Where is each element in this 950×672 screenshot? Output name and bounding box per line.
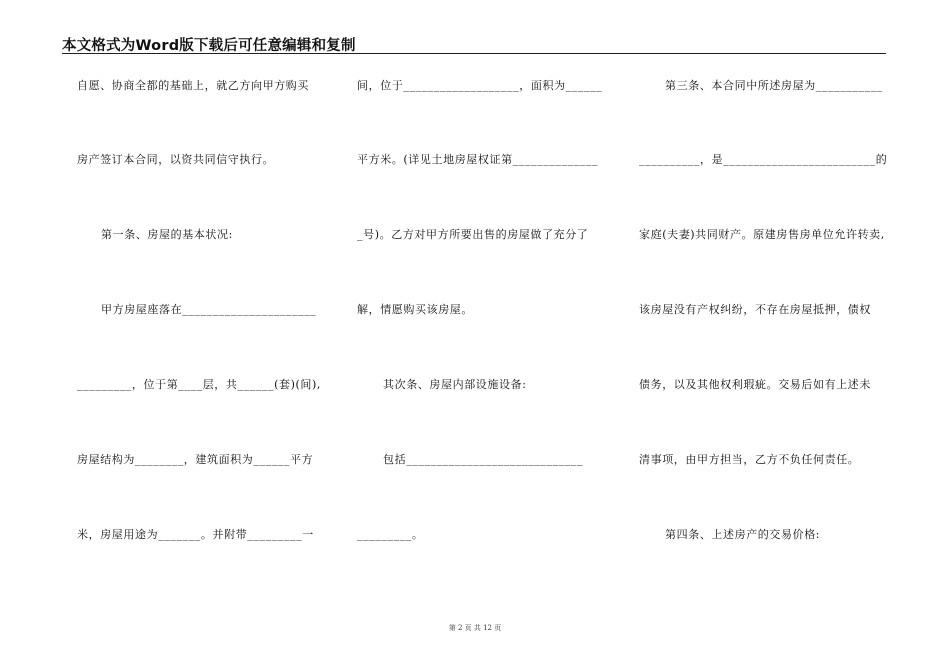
paragraph-line: _号)。乙方对甲方所要出售的房屋做了充分了 [357, 228, 589, 241]
page-number-footer: 第 2 页 共 12 页 [448, 624, 502, 632]
paragraph-line: 家庭(夫妻)共同财产。原建房售房单位允许转卖, [639, 228, 885, 241]
paragraph-line: 清事项，由甲方担当，乙方不负任何责任。 [639, 453, 860, 466]
paragraph-line: 房屋结构为________，建筑面积为______平方 [77, 453, 314, 466]
paragraph-line: 房产签订本合同，以资共同信守执行。 [77, 153, 275, 166]
paragraph-line: 甲方房屋座落在______________________ [101, 303, 317, 316]
paragraph-line: 包括_____________________________ [383, 453, 584, 466]
paragraph-line: 平方米。(详见土地房屋权证第______________ [357, 153, 599, 166]
section-heading: 第三条、本合同中所述房屋为___________ [665, 79, 883, 92]
section-heading: 其次条、房屋内部设施设备: [383, 378, 527, 391]
paragraph-line: 该房屋没有产权纠纷，不存在房屋抵押，债权 [639, 303, 871, 316]
paragraph-line: _________。 [357, 528, 424, 541]
paragraph-line: 解，情愿购买该房屋。 [357, 303, 473, 316]
paragraph-line: 间，位于___________________，面积为______ [357, 79, 603, 92]
document-header-title: 本文格式为Word版下载后可任意编辑和复制 [62, 38, 356, 54]
header-divider [62, 53, 886, 54]
paragraph-line: 米，房屋用途为_______。并附带_________一 [77, 528, 314, 541]
section-heading: 第一条、房屋的基本状况: [101, 228, 233, 241]
paragraph-line: __________，是_________________________的 [639, 153, 888, 166]
paragraph-line: _________，位于第____层，共______(套)(间), [77, 378, 321, 391]
paragraph-line: 自愿、协商全都的基础上，就乙方向甲方购买 [77, 79, 309, 92]
section-heading: 第四条、上述房产的交易价格: [665, 528, 821, 541]
paragraph-line: 债务，以及其他权利瑕疵。交易后如有上述未 [639, 378, 871, 391]
